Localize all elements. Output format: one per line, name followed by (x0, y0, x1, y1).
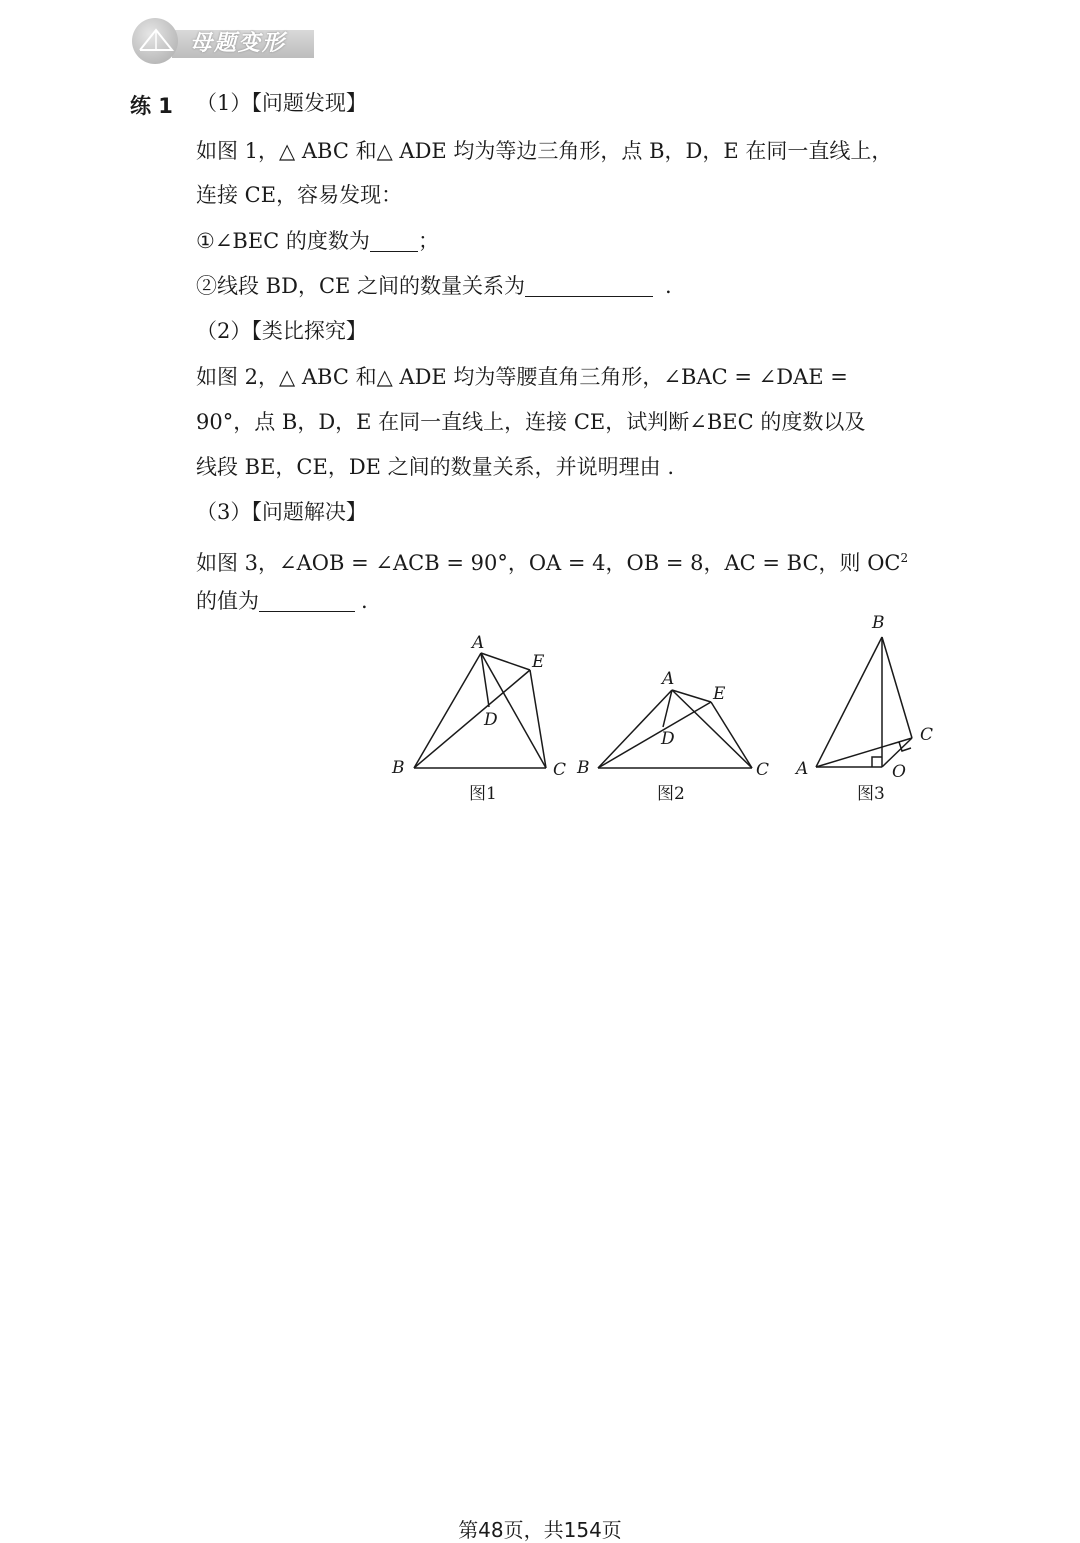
part2-line1: 如图 2，△ ABC 和△ ADE 均为等腰直角三角形，∠BAC = ∠DAE = (196, 365, 848, 389)
part1-q1-text: ①∠BEC 的度数为 (196, 229, 370, 253)
part2-line3: 线段 BE，CE，DE 之间的数量关系，并说明理由 . (196, 455, 675, 479)
fig1-label-d: D (484, 710, 498, 730)
part3-line2-text: 的值为 (196, 589, 259, 613)
fig2-label-a: A (662, 669, 675, 689)
part3-line1-text: 如图 3，∠AOB = ∠ACB = 90°，OA = 4，OB = 8，AC = BC，则 OC (196, 551, 901, 575)
fig3-right-angle-c (899, 742, 911, 751)
fig3-label-a: A (796, 759, 809, 779)
fig2-label-c: C (756, 760, 770, 780)
fig2-label-e: E (713, 684, 726, 704)
part1-line1: 如图 1，△ ABC 和△ ADE 均为等边三角形，点 B，D，E 在同一直线上， (196, 139, 893, 163)
fig1-label-c: C (553, 760, 567, 780)
page-footer: 第48页，共154页 (458, 1518, 622, 1542)
semicolon: ； (417, 229, 439, 253)
fig3-caption: 图3 (857, 784, 885, 804)
fig2-label-b: B (577, 758, 590, 778)
period-1: . (665, 274, 672, 298)
fig2-segment-ac (672, 690, 752, 768)
period-2: . (361, 589, 368, 613)
fig3-segment-bc (882, 637, 912, 738)
fig1-label-e: E (532, 652, 545, 672)
figure-2 (598, 690, 752, 768)
superscript-2: 2 (900, 551, 909, 565)
fig3-label-c: C (920, 725, 934, 745)
fig2-label-d: D (661, 729, 675, 749)
part2-heading: （2）【类比探究】 (196, 319, 367, 343)
part1-line2: 连接 CE，容易发现： (196, 183, 403, 207)
banner-label: 母题变形 (190, 31, 287, 56)
part3-heading: （3）【问题解决】 (196, 500, 367, 524)
figure-3 (816, 637, 912, 767)
fig3-right-angle-o (872, 757, 882, 767)
fig1-segment-ab (414, 653, 481, 768)
fig3-segment-ab (816, 637, 882, 767)
fig1-label-b: B (392, 758, 405, 778)
part1-heading: （1）【问题发现】 (196, 91, 367, 115)
part1-q2-text: ②线段 BD，CE 之间的数量关系为 (196, 274, 526, 298)
fig1-segment-be (414, 670, 530, 768)
part2-line2: 90°，点 B，D，E 在同一直线上，连接 CE，试判断∠BEC 的度数以及 (196, 410, 866, 434)
figure-1 (414, 653, 546, 768)
fig2-caption: 图2 (657, 784, 685, 804)
fig1-caption: 图1 (469, 784, 497, 804)
fig3-label-o: O (892, 762, 906, 782)
fig3-label-b: B (872, 613, 885, 633)
fig1-label-a: A (472, 633, 485, 653)
fig2-segment-be (598, 702, 711, 768)
exercise-label: 练 1 (130, 94, 173, 118)
